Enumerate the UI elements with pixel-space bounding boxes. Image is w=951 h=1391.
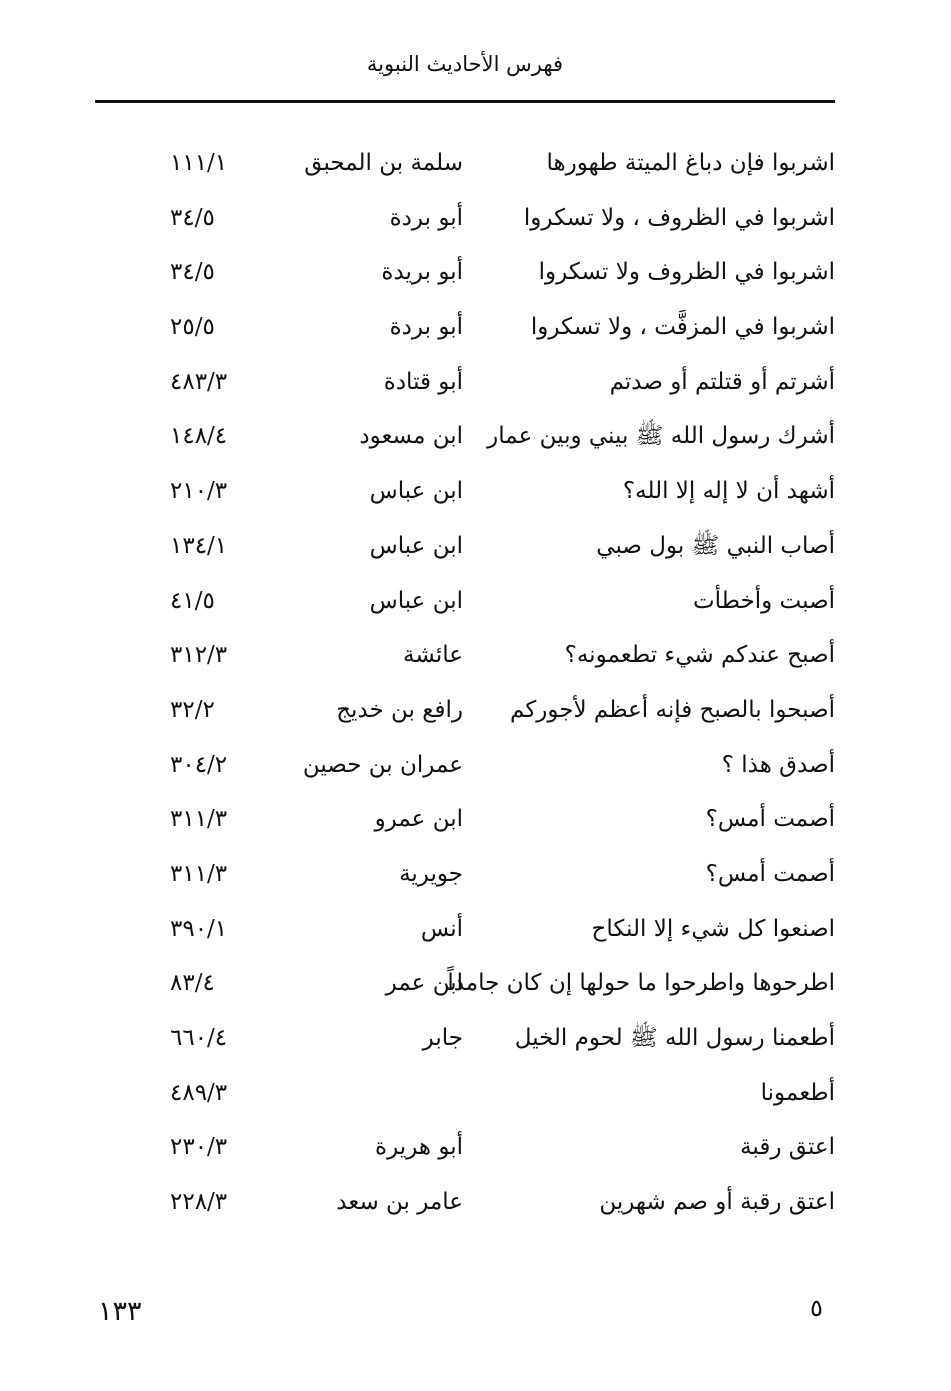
hadith-text: أصاب النبي ﷺ بول صبي (596, 532, 835, 559)
hadith-text: أصدق هذا ؟ (721, 751, 835, 778)
volume-page-reference: ١١١/١ (170, 150, 228, 176)
volume-page-reference: ٣٤/٥ (170, 204, 215, 231)
list-item (95, 956, 835, 1011)
narrator-name: جابر (422, 1025, 463, 1051)
hadith-text: أطعمنا رسول الله ﷺ لحوم الخيل (514, 1025, 835, 1051)
hadith-text: أشرتم أو قتلتم أو صدتم (609, 368, 835, 395)
list-item (95, 409, 835, 464)
volume-page-reference: ٤٨٩/٣ (170, 1079, 228, 1106)
volume-page-reference: ١٤٨/٤ (170, 423, 228, 450)
list-item (95, 1120, 835, 1175)
hadith-text: أطعمونا (760, 1079, 835, 1106)
hadith-text: أصبت وأخطأت (693, 587, 835, 614)
hadith-text: أصبحوا بالصبح فإنه أعظم لأجوركم (510, 696, 835, 723)
hadith-text: اعتق رقبة أو صم شهرين (599, 1189, 835, 1216)
narrator-name: رافع بن خديج (336, 696, 463, 723)
narrator-name: ابن عمر (385, 970, 463, 997)
list-item (95, 245, 835, 300)
list-item (95, 792, 835, 847)
hadith-text: أصمت أمس؟ (705, 806, 835, 833)
hadith-text: اشربوا في المزفَّت ، ولا تسكروا (530, 314, 835, 341)
header-divider (95, 100, 835, 103)
volume-page-reference: ٣٠٤/٢ (170, 751, 228, 778)
narrator-name: أبو بردة (389, 204, 463, 231)
volume-page-reference: ٦٦٠/٤ (170, 1025, 228, 1051)
page-number: ١٣٣ (98, 1296, 142, 1327)
list-item (95, 300, 835, 355)
list-item (95, 1175, 835, 1230)
volume-page-reference: ٣٩٠/١ (170, 915, 228, 942)
volume-page-reference: ٨٣/٤ (170, 970, 215, 997)
narrator-name: ابن عباس (369, 532, 463, 559)
list-item (95, 519, 835, 574)
volume-number: ٥ (810, 1294, 823, 1322)
hadith-text: اشربوا فإن دباغ الميتة طهورها (546, 150, 835, 176)
volume-page-reference: ٣١١/٣ (170, 806, 228, 833)
volume-page-reference: ١٣٤/١ (170, 532, 228, 559)
narrator-name: عائشة (403, 642, 463, 669)
hadith-text: أصبح عندكم شيء تطعمونه؟ (564, 642, 835, 669)
hadith-text: اعتق رقبة (740, 1134, 835, 1161)
narrator-name: أبو بريدة (381, 259, 463, 286)
narrator-name: ابن عمرو (374, 806, 463, 833)
list-item (95, 1066, 835, 1121)
hadith-text: اطرحوها واطرحوا ما حولها إن كان جامداً (447, 970, 835, 997)
narrator-name: جويرية (399, 860, 463, 887)
list-item (95, 683, 835, 738)
volume-page-reference: ٣٤/٥ (170, 259, 215, 286)
narrator-name: ابن عباس (369, 587, 463, 614)
hadith-text: اصنعوا كل شيء إلا النكاح (591, 915, 835, 942)
list-item (95, 191, 835, 246)
list-item (95, 1011, 835, 1066)
volume-page-reference: ٢٣٠/٣ (170, 1134, 228, 1161)
volume-page-reference: ٢٢٨/٣ (170, 1189, 228, 1216)
volume-page-reference: ٢١٠/٣ (170, 478, 228, 505)
list-item (95, 847, 835, 902)
list-item (95, 136, 835, 191)
volume-page-reference: ٤١/٥ (170, 587, 215, 614)
narrator-name: ابن عباس (369, 478, 463, 505)
page-header-title: فهرس الأحاديث النبوية (366, 52, 564, 76)
list-item (95, 628, 835, 683)
hadith-text: أشرك رسول الله ﷺ بيني وبين عمار (487, 423, 835, 450)
hadith-text: اشربوا في الظروف ، ولا تسكروا (523, 204, 835, 231)
narrator-name: ابن مسعود (359, 423, 463, 450)
narrator-name: أبو بردة (389, 314, 463, 341)
volume-page-reference: ٤٨٣/٣ (170, 368, 228, 395)
list-item (95, 574, 835, 629)
hadith-text: أشهد أن لا إله إلا الله؟ (622, 478, 835, 505)
volume-page-reference: ٣٢/٢ (170, 696, 215, 723)
list-item (95, 464, 835, 519)
list-item (95, 902, 835, 957)
narrator-name: سلمة بن المحبق (304, 150, 463, 176)
hadith-index-list (95, 136, 835, 1230)
narrator-name: أبو قتادة (383, 368, 463, 395)
hadith-text: أصمت أمس؟ (705, 860, 835, 887)
narrator-name: عمران بن حصين (302, 751, 463, 778)
volume-page-reference: ٣١٢/٣ (170, 642, 228, 669)
volume-page-reference: ٢٥/٥ (170, 314, 215, 341)
hadith-text: اشربوا في الظروف ولا تسكروا (538, 259, 835, 286)
list-item (95, 738, 835, 793)
list-item (95, 355, 835, 410)
narrator-name: أنس (420, 915, 463, 942)
volume-page-reference: ٣١١/٣ (170, 860, 228, 887)
narrator-name: أبو هريرة (375, 1134, 463, 1161)
narrator-name: عامر بن سعد (336, 1189, 463, 1216)
